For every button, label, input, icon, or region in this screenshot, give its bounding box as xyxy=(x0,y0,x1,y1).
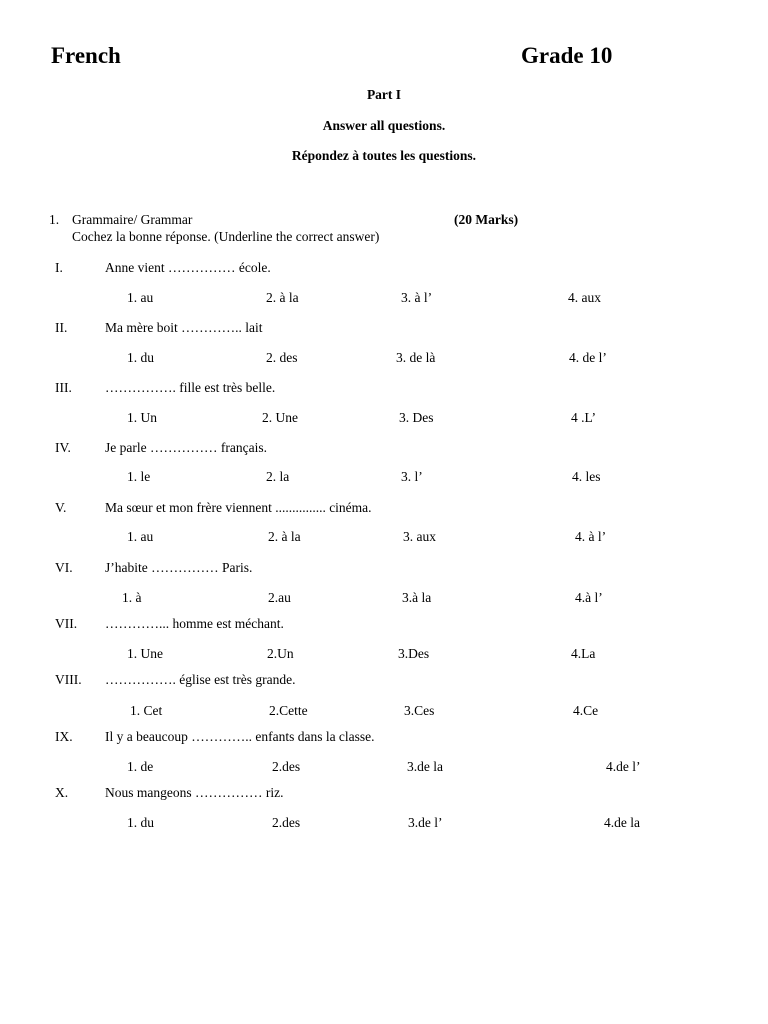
question-numeral: V. xyxy=(55,500,67,515)
instruction-french: Répondez à toutes les questions. xyxy=(291,148,477,163)
answer-option[interactable]: 4. de l’ xyxy=(569,350,607,365)
answer-option[interactable]: 3. à l’ xyxy=(401,290,433,305)
answer-option[interactable]: 3.Des xyxy=(398,646,430,661)
question-numeral: III. xyxy=(55,380,72,395)
grade-title: Grade 10 xyxy=(521,43,613,68)
answer-option[interactable]: 2. à la xyxy=(266,290,299,305)
answer-option[interactable]: 4. les xyxy=(572,469,601,484)
answer-option[interactable]: 1. le xyxy=(127,469,151,484)
answer-option[interactable]: 3. de là xyxy=(396,350,436,365)
section-marks: (20 Marks) xyxy=(454,212,519,227)
answer-option[interactable]: 2. la xyxy=(266,469,290,484)
answer-option[interactable]: 1. du xyxy=(127,815,154,830)
answer-option[interactable]: 4 .L’ xyxy=(571,410,597,425)
question-text: ……………. église est très grande. xyxy=(105,672,296,687)
answer-option[interactable]: 4.La xyxy=(571,646,596,661)
question-text: Ma sœur et mon frère viennent ............... cinéma. xyxy=(105,500,372,515)
question-numeral: I. xyxy=(55,260,63,275)
answer-option[interactable]: 1. de xyxy=(127,759,154,774)
answer-option[interactable]: 3.à la xyxy=(402,590,432,605)
answer-option[interactable]: 2.Un xyxy=(267,646,294,661)
answer-option[interactable]: 2.des xyxy=(272,815,301,830)
answer-option[interactable]: 3.de l’ xyxy=(408,815,443,830)
question-numeral: IV. xyxy=(55,440,71,455)
answer-option[interactable]: 4. aux xyxy=(568,290,601,305)
answer-option[interactable]: 4.de la xyxy=(604,815,640,830)
answer-option[interactable]: 1. à xyxy=(122,590,142,605)
answer-option[interactable]: 2. des xyxy=(266,350,298,365)
answer-option[interactable]: 1. au xyxy=(127,529,154,544)
answer-option[interactable]: 4.Ce xyxy=(573,703,599,718)
answer-option[interactable]: 2.au xyxy=(268,590,291,605)
answer-option[interactable]: 1. du xyxy=(127,350,154,365)
question-numeral: IX. xyxy=(55,729,73,744)
instruction-english: Answer all questions. xyxy=(322,118,446,133)
question-text: J’habite …………… Paris. xyxy=(105,560,253,575)
part-title: Part I xyxy=(366,87,402,102)
answer-option[interactable]: 3. Des xyxy=(399,410,434,425)
question-numeral: VII. xyxy=(55,616,78,631)
answer-option[interactable]: 2. Une xyxy=(262,410,298,425)
answer-option[interactable]: 1. Cet xyxy=(130,703,163,718)
question-numeral: X. xyxy=(55,785,69,800)
section-title: Grammaire/ Grammar xyxy=(72,212,193,227)
answer-option[interactable]: 4.à l’ xyxy=(575,590,603,605)
answer-option[interactable]: 1. Une xyxy=(127,646,163,661)
question-numeral: VI. xyxy=(55,560,73,575)
question-text: Il y a beaucoup ………….. enfants dans la classe. xyxy=(105,729,375,744)
question-numeral: VIII. xyxy=(55,672,82,687)
question-numeral: II. xyxy=(55,320,68,335)
question-text: Anne vient …………… école. xyxy=(105,260,271,275)
question-text: ……………. fille est très belle. xyxy=(105,380,276,395)
answer-option[interactable]: 4.de l’ xyxy=(606,759,641,774)
answer-option[interactable]: 3.Ces xyxy=(404,703,435,718)
section-number: 1. xyxy=(49,212,60,227)
section-instruction: Cochez la bonne réponse. (Underline the correct answer) xyxy=(72,229,380,244)
answer-option[interactable]: 3. l’ xyxy=(401,469,423,484)
question-text: Ma mère boit ………….. lait xyxy=(105,320,263,335)
answer-option[interactable]: 4. à l’ xyxy=(575,529,607,544)
answer-option[interactable]: 3. aux xyxy=(403,529,436,544)
answer-option[interactable]: 2. à la xyxy=(268,529,301,544)
answer-option[interactable]: 1. au xyxy=(127,290,154,305)
answer-option[interactable]: 2.des xyxy=(272,759,301,774)
subject-title: French xyxy=(51,43,121,68)
question-text: Nous mangeons …………… riz. xyxy=(105,785,284,800)
answer-option[interactable]: 1. Un xyxy=(127,410,157,425)
answer-option[interactable]: 3.de la xyxy=(407,759,443,774)
question-text: Je parle …………… français. xyxy=(105,440,267,455)
question-text: …………... homme est méchant. xyxy=(105,616,284,631)
answer-option[interactable]: 2.Cette xyxy=(269,703,308,718)
